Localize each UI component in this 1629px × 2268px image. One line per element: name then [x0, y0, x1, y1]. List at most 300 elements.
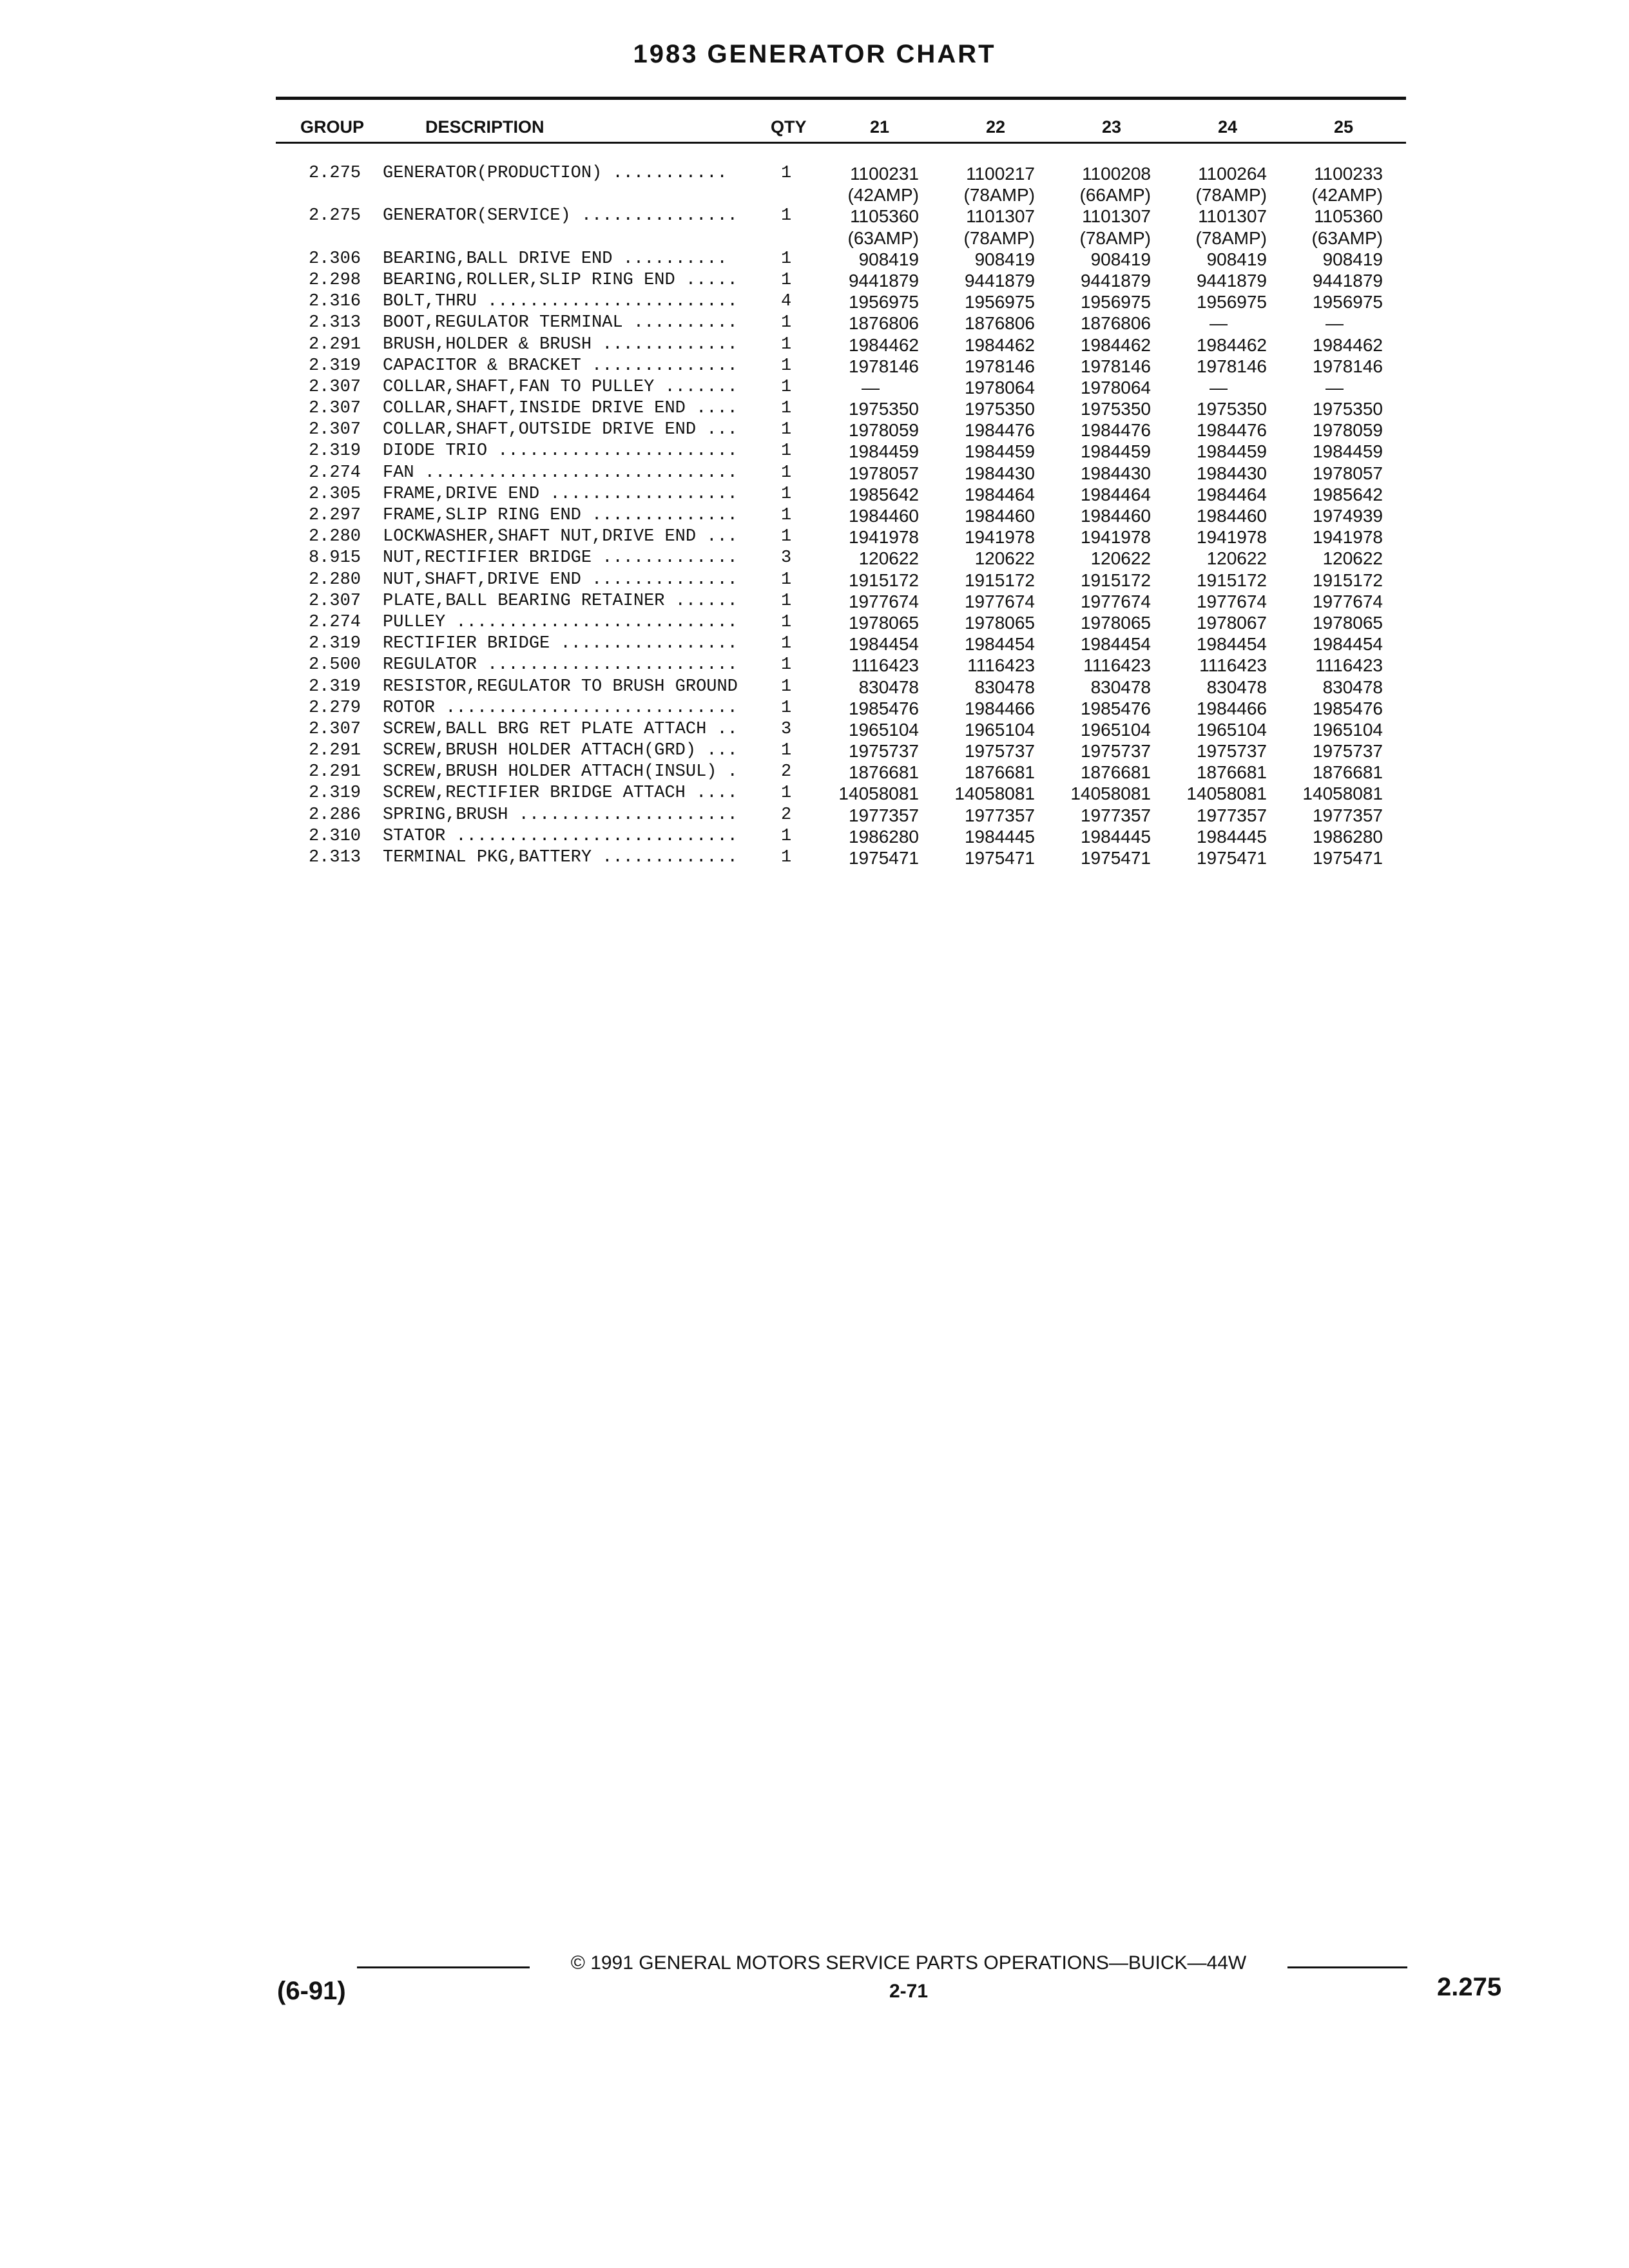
- part-number-cell: [1286, 591, 1383, 612]
- part-number-cell: [938, 163, 1035, 206]
- table-row: [0, 484, 1629, 505]
- part-number-cell: [1286, 719, 1383, 740]
- part-number-cell: [822, 612, 919, 633]
- qty-cell: 3: [781, 548, 792, 568]
- column-header-description: DESCRIPTION: [425, 117, 545, 137]
- part-number: 120622: [1322, 548, 1383, 569]
- part-number-cell: [1170, 762, 1267, 783]
- part-number: 830478: [1206, 677, 1267, 697]
- part-number: 1977357: [1080, 805, 1151, 825]
- part-number-cell: [938, 249, 1035, 270]
- part-number-cell: [1170, 847, 1267, 869]
- part-number-cell: [822, 505, 919, 526]
- part-number: 1100264: [1198, 164, 1267, 184]
- table-row: [0, 291, 1629, 312]
- description-cell: STATOR ...........................: [383, 826, 738, 846]
- part-number: 1986280: [1312, 826, 1383, 847]
- part-number: 1965104: [1196, 719, 1267, 740]
- part-number: 1975737: [1312, 741, 1383, 762]
- part-number: 1984454: [1196, 634, 1267, 655]
- part-number-cell: [938, 740, 1035, 762]
- part-number: 1977357: [1312, 805, 1383, 825]
- group-cell: 2.297: [308, 506, 361, 526]
- part-number: 1975471: [1312, 848, 1383, 869]
- description-cell: REGULATOR ........................: [383, 655, 738, 675]
- part-number: 1984460: [1196, 506, 1267, 526]
- part-number-cell: [1286, 548, 1383, 569]
- table-row: [0, 163, 1629, 206]
- part-number-cell: [1170, 163, 1267, 206]
- group-cell: 2.305: [308, 484, 361, 504]
- part-number-cell: [938, 570, 1035, 591]
- part-number: 1984445: [964, 826, 1035, 847]
- part-number-cell: [1286, 526, 1383, 548]
- group-cell: 2.307: [308, 399, 361, 419]
- qty-cell: 1: [781, 570, 792, 590]
- part-number-cell: [1054, 526, 1151, 548]
- part-number-cell: [1054, 698, 1151, 719]
- table-row: [0, 356, 1629, 377]
- part-number: 1984454: [964, 634, 1035, 655]
- part-number: 1977357: [848, 805, 919, 825]
- description-cell: BEARING,BALL DRIVE END ..........: [383, 249, 728, 269]
- part-number: —: [1325, 377, 1344, 398]
- part-number: 1978059: [848, 420, 919, 441]
- part-number-cell: [1170, 419, 1267, 441]
- part-number-cell: [1054, 762, 1151, 783]
- table-row: [0, 505, 1629, 526]
- part-number-cell: [1170, 612, 1267, 633]
- group-cell: 2.310: [308, 826, 361, 846]
- part-number: 14058081: [838, 783, 919, 804]
- header-rule-top: [276, 97, 1406, 100]
- part-number-cell: [1286, 334, 1383, 356]
- part-number: 1915172: [964, 570, 1035, 590]
- amperage-note: (66AMP): [1079, 185, 1151, 206]
- part-number: 908419: [1090, 249, 1151, 269]
- qty-cell: 1: [781, 356, 792, 376]
- part-number-cell: [822, 548, 919, 569]
- part-number: 1915172: [1080, 570, 1151, 590]
- part-number-cell: [1286, 398, 1383, 419]
- part-number-cell: [1286, 249, 1383, 270]
- part-number-cell: [1286, 463, 1383, 484]
- qty-cell: 1: [781, 634, 792, 654]
- part-number: 1984462: [848, 334, 919, 355]
- part-number-cell: [938, 356, 1035, 377]
- group-cell: 2.298: [308, 270, 361, 290]
- qty-cell: 1: [781, 826, 792, 846]
- table-row: [0, 526, 1629, 548]
- footer-page-number: 2-71: [889, 1981, 929, 2002]
- part-number-cell: [938, 270, 1035, 291]
- part-number-cell: [1054, 377, 1151, 398]
- part-number-cell: [938, 312, 1035, 334]
- part-number-cell: [1170, 206, 1267, 248]
- part-number-cell: [1170, 740, 1267, 762]
- part-number-cell: [938, 484, 1035, 505]
- part-number: 1975350: [848, 399, 919, 419]
- part-number: 1978065: [964, 612, 1035, 633]
- part-number: 1984459: [1312, 441, 1383, 462]
- group-cell: 2.319: [308, 783, 361, 803]
- qty-cell: 1: [781, 249, 792, 269]
- table-row: [0, 334, 1629, 356]
- description-cell: SCREW,BRUSH HOLDER ATTACH(GRD) ...: [383, 741, 738, 761]
- qty-cell: 2: [781, 762, 792, 782]
- part-number-cell: [822, 377, 919, 398]
- part-number-cell: [1054, 783, 1151, 804]
- part-number: 1984476: [1080, 420, 1151, 441]
- qty-cell: 1: [781, 206, 792, 226]
- group-cell: 2.279: [308, 698, 361, 718]
- part-number: 830478: [1322, 677, 1383, 697]
- part-number-cell: [1054, 463, 1151, 484]
- part-number: 9441879: [1196, 270, 1267, 291]
- part-number: 1915172: [848, 570, 919, 590]
- qty-cell: 1: [781, 420, 792, 440]
- amperage-note: (42AMP): [847, 185, 919, 206]
- part-number: 1941978: [1080, 527, 1151, 548]
- part-number: 830478: [1090, 677, 1151, 697]
- part-number: 120622: [974, 548, 1035, 569]
- qty-cell: 1: [781, 313, 792, 333]
- part-number: 9441879: [1312, 270, 1383, 291]
- part-number-cell: [1286, 698, 1383, 719]
- description-cell: BOOT,REGULATOR TERMINAL ..........: [383, 313, 738, 333]
- part-number-cell: [1054, 805, 1151, 826]
- part-number-cell: [1170, 805, 1267, 826]
- part-number-cell: [1054, 826, 1151, 847]
- part-number: 1978064: [964, 377, 1035, 398]
- part-number: 1978057: [1312, 463, 1383, 483]
- part-number: 1978057: [848, 463, 919, 483]
- part-number: 1977674: [1080, 591, 1151, 611]
- part-number: 1100208: [1082, 164, 1151, 184]
- part-number-cell: [1170, 698, 1267, 719]
- part-number-cell: [1054, 291, 1151, 312]
- table-row: [0, 826, 1629, 847]
- description-cell: COLLAR,SHAFT,FAN TO PULLEY .......: [383, 377, 738, 397]
- part-number: 1956975: [964, 292, 1035, 312]
- part-number-cell: [1054, 633, 1151, 655]
- part-number-cell: [822, 356, 919, 377]
- qty-cell: 1: [781, 441, 792, 461]
- column-header-group: GROUP: [300, 117, 365, 137]
- part-number: 1941978: [1196, 527, 1267, 548]
- group-cell: 2.306: [308, 249, 361, 269]
- part-number: 1975350: [1080, 399, 1151, 419]
- part-number: 908419: [1206, 249, 1267, 269]
- part-number-cell: [822, 163, 919, 206]
- header-rule-bottom: [276, 142, 1406, 144]
- qty-cell: 1: [781, 399, 792, 419]
- part-number: 1100217: [966, 164, 1035, 184]
- part-number-cell: [1054, 548, 1151, 569]
- part-number-cell: [822, 698, 919, 719]
- part-number-cell: [1054, 719, 1151, 740]
- footer-section-number: 2.275: [1437, 1973, 1502, 2001]
- part-number-cell: [1170, 356, 1267, 377]
- part-number-cell: [822, 441, 919, 462]
- part-number: 1978059: [1312, 420, 1383, 441]
- part-number-cell: [938, 655, 1035, 676]
- part-number-cell: [822, 419, 919, 441]
- qty-cell: 4: [781, 292, 792, 312]
- part-number-cell: [938, 719, 1035, 740]
- part-number-cell: [938, 206, 1035, 248]
- part-number: 1116423: [851, 655, 919, 676]
- table-row: [0, 740, 1629, 762]
- qty-cell: 1: [781, 655, 792, 675]
- part-number: —: [1325, 313, 1344, 334]
- description-cell: FRAME,DRIVE END ..................: [383, 484, 738, 504]
- part-number-cell: [938, 826, 1035, 847]
- part-number-cell: [1286, 655, 1383, 676]
- part-number: 1984476: [1196, 420, 1267, 441]
- qty-cell: 1: [781, 484, 792, 504]
- part-number-cell: [822, 633, 919, 655]
- column-header-model-24: 24: [1217, 117, 1238, 137]
- part-number: 1978146: [964, 356, 1035, 376]
- part-number-cell: [1054, 312, 1151, 334]
- group-cell: 2.291: [308, 762, 361, 782]
- part-number-cell: [1054, 419, 1151, 441]
- group-cell: 2.274: [308, 612, 361, 632]
- description-cell: FRAME,SLIP RING END ..............: [383, 506, 738, 526]
- amperage-note: (78AMP): [963, 185, 1035, 206]
- column-header-model-25: 25: [1333, 117, 1354, 137]
- table-row: [0, 312, 1629, 334]
- column-header-model-23: 23: [1101, 117, 1122, 137]
- part-number-cell: [822, 847, 919, 869]
- part-number: 1977674: [848, 591, 919, 611]
- part-number-cell: [822, 762, 919, 783]
- part-number-cell: [1170, 334, 1267, 356]
- part-number: 1984459: [1196, 441, 1267, 462]
- part-number: 1984445: [1196, 826, 1267, 847]
- group-cell: 2.319: [308, 634, 361, 654]
- part-number: 1978067: [1196, 612, 1267, 633]
- description-cell: PLATE,BALL BEARING RETAINER ......: [383, 591, 738, 611]
- part-number-cell: [1286, 612, 1383, 633]
- description-cell: NUT,RECTIFIER BRIDGE .............: [383, 548, 738, 568]
- amperage-note: (42AMP): [1311, 185, 1383, 206]
- qty-cell: 3: [781, 719, 792, 739]
- group-cell: 2.307: [308, 377, 361, 397]
- part-number-cell: [822, 570, 919, 591]
- part-number-cell: [1286, 312, 1383, 334]
- part-number-cell: [938, 377, 1035, 398]
- table-row: [0, 570, 1629, 591]
- part-number: 1965104: [1312, 719, 1383, 740]
- part-number-cell: [1170, 655, 1267, 676]
- part-number: 1965104: [848, 719, 919, 740]
- footer-date: (6-91): [277, 1977, 346, 2005]
- part-number: —: [1210, 313, 1228, 334]
- part-number: 1984454: [1312, 634, 1383, 655]
- part-number-cell: [1286, 484, 1383, 505]
- qty-cell: 1: [781, 377, 792, 397]
- column-header-model-22: 22: [985, 117, 1006, 137]
- part-number: 1977674: [1312, 591, 1383, 611]
- part-number: 1984459: [1080, 441, 1151, 462]
- part-number: 1978146: [848, 356, 919, 376]
- part-number-cell: [1170, 312, 1267, 334]
- part-number-cell: [1286, 805, 1383, 826]
- footer-rule-left: [357, 1966, 530, 1968]
- part-number: 1984462: [1080, 334, 1151, 355]
- part-number: 1977357: [1196, 805, 1267, 825]
- part-number: 1975737: [964, 741, 1035, 762]
- part-number-cell: [1170, 441, 1267, 462]
- part-number-cell: [1286, 570, 1383, 591]
- part-number-cell: [1054, 398, 1151, 419]
- description-cell: LOCKWASHER,SHAFT NUT,DRIVE END ...: [383, 527, 738, 547]
- part-number: 1978064: [1080, 377, 1151, 398]
- part-number-cell: [1054, 356, 1151, 377]
- group-cell: 2.316: [308, 292, 361, 312]
- table-row: [0, 398, 1629, 419]
- part-number: 1977674: [964, 591, 1035, 611]
- part-number-cell: [822, 484, 919, 505]
- part-number: 1977674: [1196, 591, 1267, 611]
- description-cell: SCREW,BRUSH HOLDER ATTACH(INSUL) .: [383, 762, 738, 782]
- part-number-cell: [1054, 163, 1151, 206]
- part-number: 1975471: [1196, 848, 1267, 869]
- part-number-cell: [1170, 677, 1267, 698]
- qty-cell: 1: [781, 612, 792, 632]
- table-row: [0, 591, 1629, 612]
- part-number: 9441879: [964, 270, 1035, 291]
- part-number-cell: [938, 677, 1035, 698]
- part-number: 1984430: [1196, 463, 1267, 483]
- part-number-cell: [822, 312, 919, 334]
- part-number-cell: [1054, 334, 1151, 356]
- qty-cell: 1: [781, 334, 792, 354]
- part-number: 1101307: [1082, 206, 1151, 227]
- table-row: [0, 249, 1629, 270]
- part-number-cell: [1286, 505, 1383, 526]
- qty-cell: 1: [781, 164, 792, 183]
- part-number: 9441879: [848, 270, 919, 291]
- part-number: 120622: [1090, 548, 1151, 569]
- part-number: 1978065: [1080, 612, 1151, 633]
- part-number-cell: [822, 270, 919, 291]
- part-number-cell: [1054, 249, 1151, 270]
- part-number-cell: [1170, 291, 1267, 312]
- part-number-cell: [1054, 655, 1151, 676]
- part-number-cell: [1170, 719, 1267, 740]
- part-number: 1975350: [1196, 399, 1267, 419]
- amperage-note: (78AMP): [963, 227, 1035, 248]
- group-cell: 2.319: [308, 356, 361, 376]
- part-number: 1985476: [1080, 698, 1151, 718]
- description-cell: DIODE TRIO .......................: [383, 441, 738, 461]
- table-row: [0, 441, 1629, 462]
- table-row: [0, 762, 1629, 783]
- part-number-cell: [1286, 419, 1383, 441]
- part-number-cell: [938, 526, 1035, 548]
- column-header-model-21: 21: [869, 117, 890, 137]
- part-number-cell: [938, 291, 1035, 312]
- table-row: [0, 612, 1629, 633]
- part-number-cell: [1170, 591, 1267, 612]
- part-number: 1984430: [1080, 463, 1151, 483]
- part-number: 1876681: [1196, 762, 1267, 783]
- part-number-cell: [938, 505, 1035, 526]
- description-cell: SCREW,BALL BRG RET PLATE ATTACH ..: [383, 719, 738, 739]
- qty-cell: 1: [781, 270, 792, 290]
- part-number: 1876806: [1080, 313, 1151, 334]
- part-number: 1984466: [964, 698, 1035, 718]
- group-cell: 2.275: [308, 164, 361, 183]
- part-number: 1978146: [1080, 356, 1151, 376]
- part-number: 120622: [1206, 548, 1267, 569]
- table-row: [0, 270, 1629, 291]
- part-number: 1975471: [848, 848, 919, 869]
- part-number: 1876806: [964, 313, 1035, 334]
- part-number-cell: [822, 655, 919, 676]
- part-number-cell: [1170, 505, 1267, 526]
- part-number: 1984459: [848, 441, 919, 462]
- part-number-cell: [938, 548, 1035, 569]
- part-number-cell: [1054, 847, 1151, 869]
- part-number: 1984464: [964, 484, 1035, 505]
- part-number: 1978146: [1196, 356, 1267, 376]
- description-cell: TERMINAL PKG,BATTERY .............: [383, 848, 738, 868]
- part-number-cell: [822, 783, 919, 804]
- part-number: 1985642: [848, 484, 919, 505]
- description-cell: GENERATOR(SERVICE) ...............: [383, 206, 738, 226]
- part-number: 9441879: [1080, 270, 1151, 291]
- part-number: 14058081: [1070, 783, 1151, 804]
- part-number: 1984460: [964, 506, 1035, 526]
- description-cell: RESISTOR,REGULATOR TO BRUSH GROUND: [383, 677, 738, 697]
- qty-cell: 1: [781, 506, 792, 526]
- part-number-cell: [938, 398, 1035, 419]
- part-number-cell: [938, 419, 1035, 441]
- part-number: 1101307: [1198, 206, 1267, 227]
- part-number-cell: [1054, 740, 1151, 762]
- part-number-cell: [1286, 633, 1383, 655]
- part-number: 1984454: [1080, 634, 1151, 655]
- table-row: [0, 463, 1629, 484]
- part-number-cell: [1286, 206, 1383, 248]
- group-cell: 2.291: [308, 334, 361, 354]
- part-number-cell: [938, 441, 1035, 462]
- part-number-cell: [938, 805, 1035, 826]
- part-number-cell: [1170, 783, 1267, 804]
- group-cell: 2.313: [308, 848, 361, 868]
- part-number: 1984459: [964, 441, 1035, 462]
- column-header-qty: QTY: [771, 117, 807, 137]
- table-row: [0, 377, 1629, 398]
- qty-cell: 1: [781, 741, 792, 761]
- part-number-cell: [938, 783, 1035, 804]
- group-cell: 2.280: [308, 570, 361, 590]
- description-cell: BOLT,THRU ........................: [383, 292, 738, 312]
- part-number: 1975737: [848, 741, 919, 762]
- part-number-cell: [822, 805, 919, 826]
- part-number-cell: [1170, 270, 1267, 291]
- qty-cell: 1: [781, 527, 792, 547]
- part-number: 1985476: [848, 698, 919, 718]
- part-number-cell: [822, 677, 919, 698]
- part-number-cell: [1286, 377, 1383, 398]
- parts-table: [0, 163, 1629, 869]
- group-cell: 2.319: [308, 677, 361, 697]
